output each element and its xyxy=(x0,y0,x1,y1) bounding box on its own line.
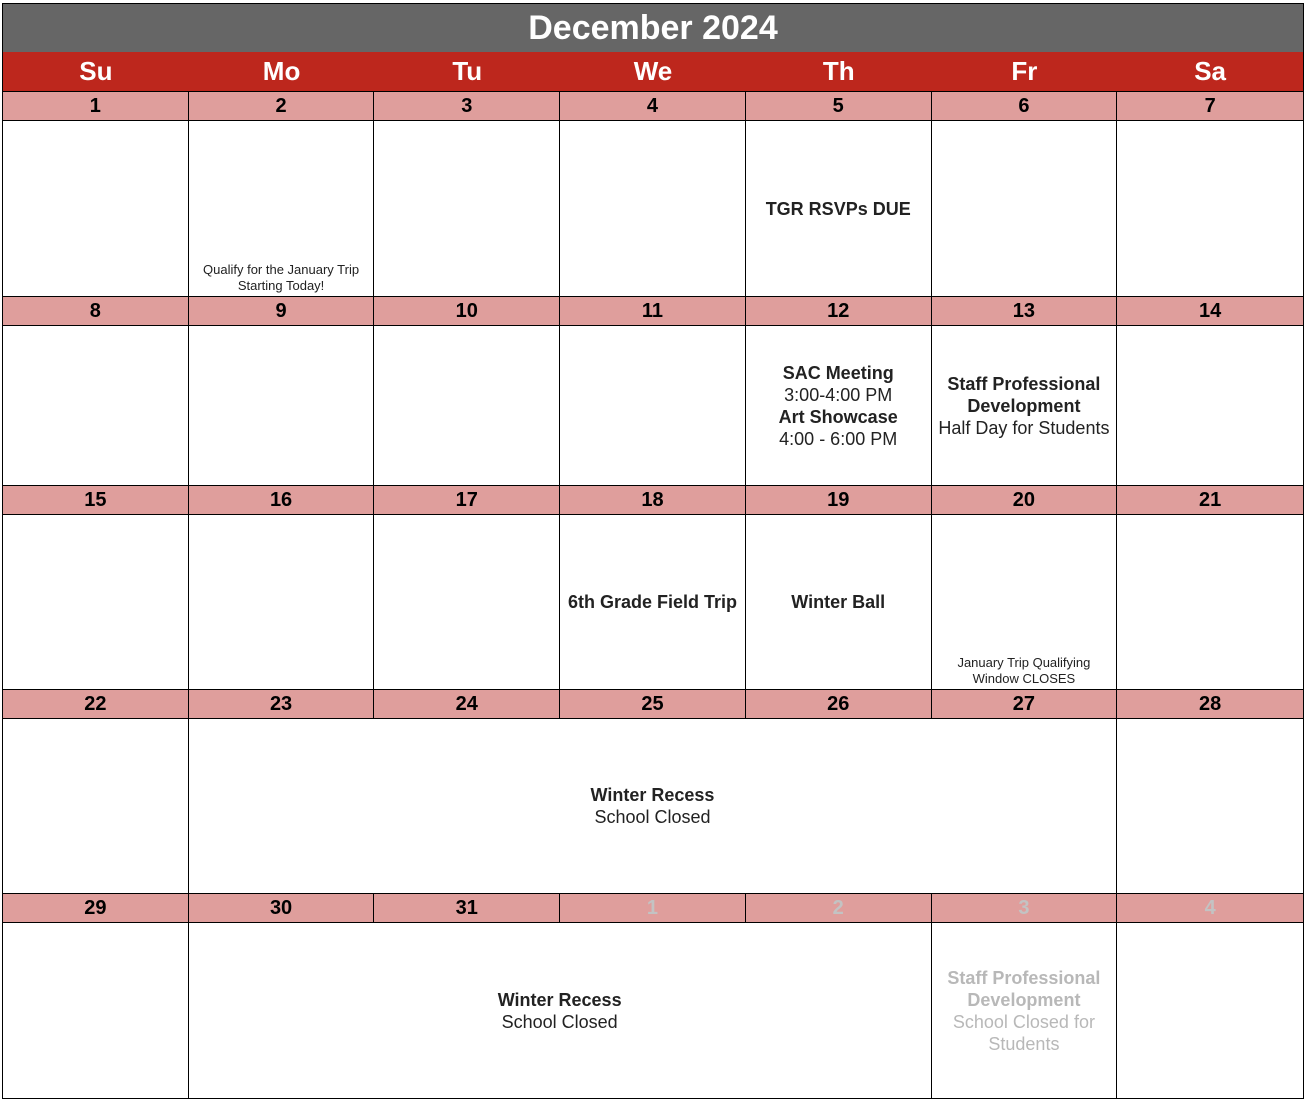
event-title: Staff Professional xyxy=(947,967,1101,988)
day-number: 10 xyxy=(374,296,560,326)
day-number-row xyxy=(3,689,1303,719)
day-number: 13 xyxy=(932,296,1118,326)
day-number: 8 xyxy=(3,296,189,326)
weekday-friday: Fr xyxy=(1011,56,1038,86)
event-text: Window CLOSES xyxy=(972,671,1076,686)
day-cell xyxy=(560,121,746,296)
day-cell xyxy=(560,326,746,485)
event-time: 3:00-4:00 PM xyxy=(784,384,893,405)
weekday-sunday: Su xyxy=(79,56,113,86)
event-note: School Closed xyxy=(501,1011,618,1032)
day-cell xyxy=(3,121,189,296)
day-cell xyxy=(3,719,189,893)
day-cell xyxy=(374,515,560,689)
event-text: January Trip Qualifying xyxy=(957,655,1091,670)
day-number: 17 xyxy=(374,485,560,515)
day-number: 22 xyxy=(3,689,189,719)
day-number-row xyxy=(3,893,1303,923)
event-note: School Closed xyxy=(594,807,711,827)
day-number: 30 xyxy=(189,893,375,923)
day-number: 3 xyxy=(374,91,560,121)
day-cell xyxy=(189,515,375,689)
day-number: 28 xyxy=(1117,689,1303,719)
day-number: 15 xyxy=(3,485,189,515)
day-cell xyxy=(189,326,375,485)
day-cell xyxy=(1117,326,1303,485)
day-number: 20 xyxy=(932,485,1118,515)
day-number: 6 xyxy=(932,91,1118,121)
day-number: 21 xyxy=(1117,485,1303,515)
day-number-row xyxy=(3,296,1303,326)
week-row-2 xyxy=(3,296,1303,485)
day-number-row xyxy=(3,91,1303,121)
day-number: 18 xyxy=(560,485,746,515)
event-title: TGR RSVPs DUE xyxy=(765,198,911,219)
day-number-next-month: 3 xyxy=(932,893,1118,923)
day-number: 4 xyxy=(560,91,746,121)
event-title: Development xyxy=(967,395,1081,416)
day-number: 23 xyxy=(189,689,375,719)
weekday-saturday: Sa xyxy=(1194,56,1227,86)
day-cell xyxy=(374,121,560,296)
day-cell-span xyxy=(189,719,1118,893)
day-cell xyxy=(1117,719,1303,893)
day-number: 29 xyxy=(3,893,189,923)
day-cell xyxy=(932,923,1118,1098)
event-text: Starting Today! xyxy=(237,278,325,293)
day-cell xyxy=(3,923,189,1098)
event-title: Winter Recess xyxy=(590,785,715,805)
event-note: Students xyxy=(988,1033,1060,1054)
week-row-3 xyxy=(3,485,1303,689)
day-number: 9 xyxy=(189,296,375,326)
day-cell xyxy=(932,515,1118,689)
day-number: 25 xyxy=(560,689,746,719)
day-cell xyxy=(746,515,932,689)
day-number: 27 xyxy=(932,689,1118,719)
day-number: 2 xyxy=(189,91,375,121)
day-cell xyxy=(1117,121,1303,296)
day-number: 5 xyxy=(746,91,932,121)
day-number: 11 xyxy=(560,296,746,326)
day-number: 12 xyxy=(746,296,932,326)
day-number: 1 xyxy=(3,91,189,121)
weekday-tuesday: Tu xyxy=(452,56,483,86)
day-cell xyxy=(1117,923,1303,1098)
week-row-1 xyxy=(3,91,1303,296)
day-number: 16 xyxy=(189,485,375,515)
day-cell xyxy=(1117,515,1303,689)
event-title: Winter Ball xyxy=(791,592,886,612)
day-number-next-month: 4 xyxy=(1117,893,1303,923)
day-number: 19 xyxy=(746,485,932,515)
weekday-wednesday: We xyxy=(633,56,673,86)
event-title: SAC Meeting xyxy=(782,362,894,383)
weekday-header-row xyxy=(3,52,1303,91)
weekday-monday: Mo xyxy=(262,56,301,86)
event-note: School Closed for xyxy=(952,1011,1095,1032)
day-number: 24 xyxy=(374,689,560,719)
event-time: 4:00 - 6:00 PM xyxy=(779,428,898,449)
day-cell xyxy=(3,326,189,485)
week-row-5 xyxy=(3,893,1303,1098)
day-number-row xyxy=(3,485,1303,515)
event-title: Art Showcase xyxy=(778,406,898,427)
day-number: 7 xyxy=(1117,91,1303,121)
day-number: 26 xyxy=(746,689,932,719)
day-cell xyxy=(932,121,1118,296)
event-title: 6th Grade Field Trip xyxy=(567,592,737,612)
week-row-4 xyxy=(3,689,1303,893)
day-cell xyxy=(746,121,932,296)
calendar xyxy=(2,3,1304,1099)
weekday-thursday: Th xyxy=(822,56,855,86)
day-number-next-month: 2 xyxy=(746,893,932,923)
event-title: Winter Recess xyxy=(497,989,622,1010)
event-title: Staff Professional xyxy=(947,373,1101,394)
day-cell xyxy=(3,515,189,689)
calendar-title: December 2024 xyxy=(3,4,1303,52)
day-cell-span xyxy=(189,923,932,1098)
event-note: Half Day for Students xyxy=(938,417,1110,438)
event-text: Qualify for the January Trip xyxy=(203,262,360,277)
day-cell xyxy=(932,326,1118,485)
day-cell xyxy=(189,121,375,296)
day-cell xyxy=(374,326,560,485)
event-title: Development xyxy=(967,989,1081,1010)
day-number-next-month: 1 xyxy=(560,893,746,923)
day-number: 14 xyxy=(1117,296,1303,326)
day-cell xyxy=(746,326,932,485)
day-cell xyxy=(560,515,746,689)
day-number: 31 xyxy=(374,893,560,923)
